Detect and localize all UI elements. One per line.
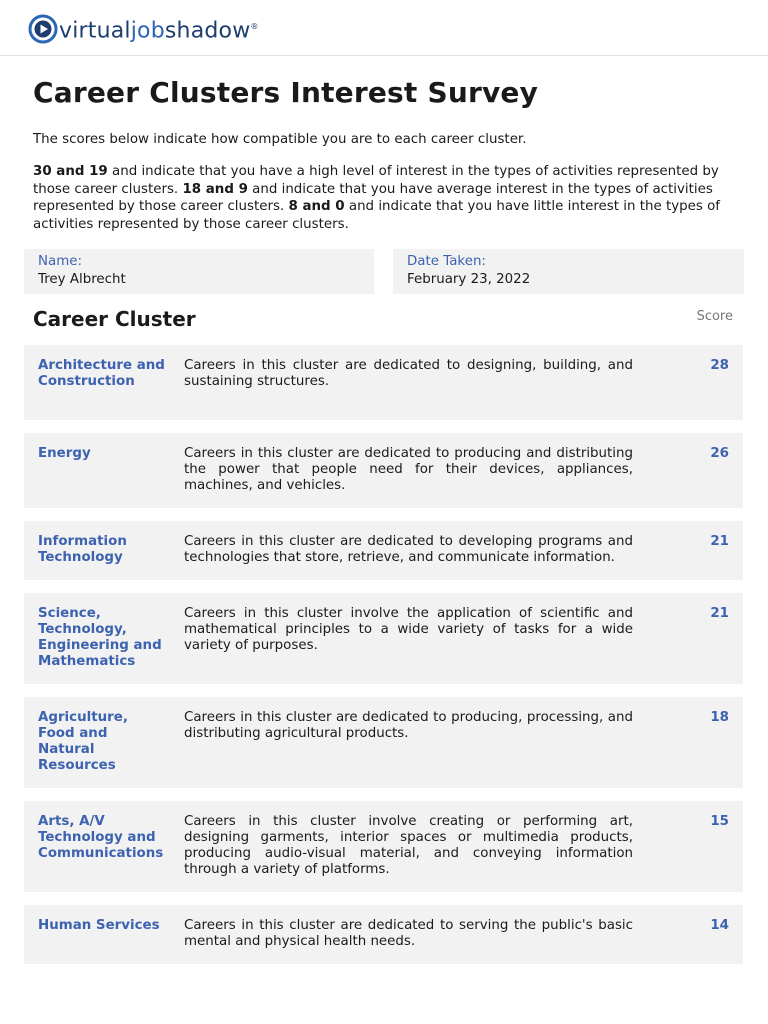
cluster-name: Information Technology: [38, 534, 127, 565]
cluster-row: [24, 593, 743, 684]
page-title: Career Clusters Interest Survey: [33, 76, 539, 109]
cluster-row: [24, 345, 743, 420]
cluster-score: 14: [710, 918, 729, 933]
score-column-header: Score: [696, 309, 733, 324]
section-title: Career Cluster: [33, 307, 196, 331]
cluster-score: 28: [710, 358, 729, 373]
cluster-description: Careers in this cluster are dedicated to serving the public's basic mental and physical health needs.: [184, 918, 633, 949]
cluster-description: Careers in this cluster involve creating or performing art, designing garments, interior spaces or multimedia products, producing audio-visual material, and conveying information through a variety of platforms.: [184, 814, 633, 877]
cluster-name: Human Services: [38, 918, 160, 933]
date-label: Date Taken:: [407, 254, 486, 269]
cluster-description: Careers in this cluster are dedicated to producing, processing, and distributing agricultural products.: [184, 710, 633, 741]
cluster-row: [24, 905, 743, 964]
intro-text: The scores below indicate how compatible you are to each career cluster.: [33, 132, 527, 147]
cluster-name: Energy: [38, 446, 91, 461]
date-box: [393, 249, 744, 294]
name-box: [24, 249, 374, 294]
cluster-row: [24, 433, 743, 508]
name-label: Name:: [38, 254, 83, 269]
cluster-description: Careers in this cluster are dedicated to producing and distributing the power that people need for their devices, appliances, machines, and vehicles.: [184, 446, 633, 493]
score-legend: 30 and 19 and indicate that you have a high level of interest in the types of activities represented by those career clusters. 18 and 9 and indicate that you have average interest in the types of activities represented by those career clusters. 8 and 0 and indicate that you have little interest in the types of activities represented by those career clusters.: [33, 164, 721, 232]
brand-wordmark: virtualjobshadow®: [59, 18, 259, 44]
cluster-name: Architecture and Construction: [38, 358, 165, 389]
name-value: Trey Albrecht: [38, 272, 126, 287]
cluster-score: 26: [710, 446, 729, 461]
cluster-row: [24, 697, 743, 788]
cluster-score: 15: [710, 814, 729, 829]
date-value: February 23, 2022: [407, 272, 531, 287]
cluster-name: Arts, A/V Technology and Communications: [38, 814, 164, 861]
respondent-info: [24, 249, 744, 294]
cluster-description: Careers in this cluster are dedicated to designing, building, and sustaining structures.: [184, 358, 633, 389]
header-bar: [0, 0, 768, 56]
play-logo-icon: [28, 14, 58, 44]
cluster-row: [24, 801, 743, 892]
brand-logo[interactable]: [28, 12, 259, 46]
cluster-description: Careers in this cluster involve the application of scientific and mathematical principles to a wide variety of tasks for a wide variety of purposes.: [184, 606, 633, 653]
cluster-score: 18: [710, 710, 729, 725]
cluster-description: Careers in this cluster are dedicated to developing programs and technologies that store, retrieve, and communicate information.: [184, 534, 633, 565]
cluster-name: Agriculture, Food and Natural Resources: [38, 710, 128, 773]
cluster-name: Science, Technology, Engineering and Mathematics: [38, 606, 162, 669]
cluster-score: 21: [710, 606, 729, 621]
cluster-row: [24, 521, 743, 580]
cluster-score: 21: [710, 534, 729, 549]
